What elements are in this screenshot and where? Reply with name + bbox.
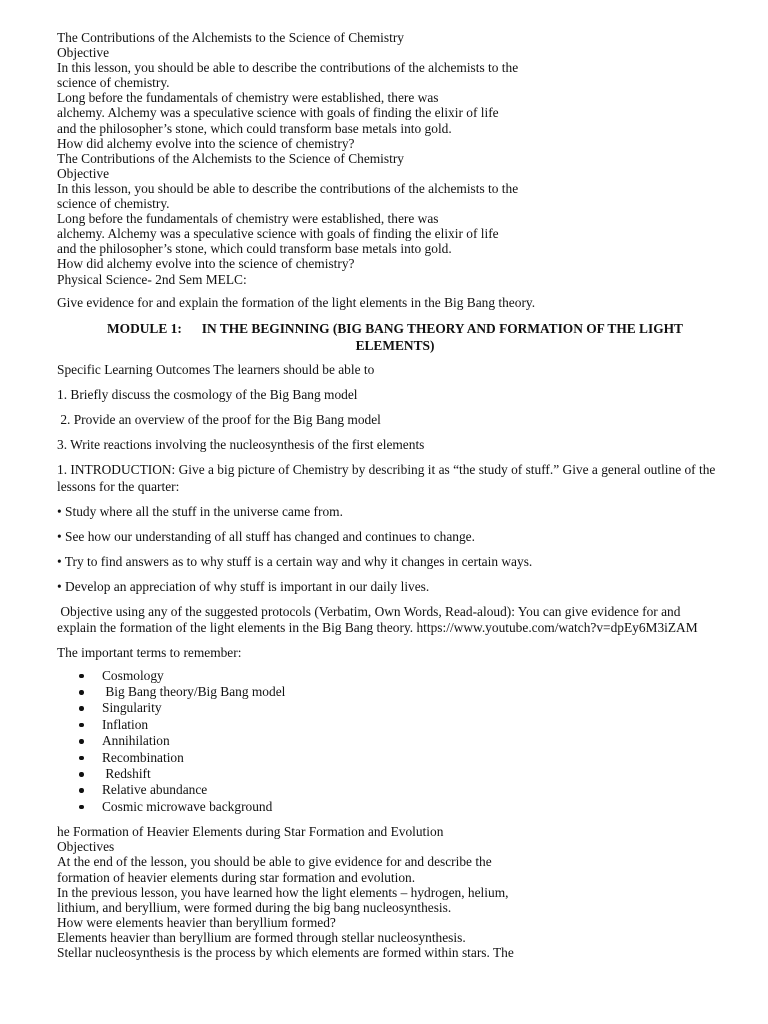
intro-bullet: • Try to find answers as to why stuff is a certain way and why it changes in certain ways.: [57, 553, 533, 569]
melc-text: Give evidence for and explain the formation of the light elements in the Big Bang theory.: [57, 295, 536, 311]
doc-line: Stellar nucleosynthesis is the process by which elements are formed within stars. The: [57, 945, 514, 960]
doc-line: In the previous lesson, you have learned how the light elements – hydrogen, helium,: [57, 884, 509, 900]
doc-line: How were elements heavier than beryllium formed?: [57, 914, 336, 930]
doc-line: science of chemistry.: [57, 196, 170, 212]
doc-line: alchemy. Alchemy was a speculative science with goals of finding the elixir of life: [57, 226, 499, 242]
terms-intro: The important terms to remember:: [57, 645, 242, 661]
doc-line: How did alchemy evolve into the science of chemistry?: [57, 135, 355, 151]
doc-line: and the philosopher’s stone, which could transform base metals into gold.: [57, 120, 452, 136]
doc-line: In this lesson, you should be able to describe the contributions of the alchemists to the: [57, 180, 519, 196]
doc-line: Elements heavier than beryllium are formed through stellar nucleosynthesis.: [57, 929, 466, 945]
doc-line: alchemy. Alchemy was a speculative science with goals of finding the elixir of life: [57, 105, 499, 121]
intro-bullet: • See how our understanding of all stuff has changed and continues to change.: [57, 528, 475, 544]
list-item: Annihilation: [57, 733, 719, 749]
list-item: Singularity: [57, 700, 719, 716]
list-item: Cosmic microwave background: [57, 799, 719, 815]
doc-line: lithium, and beryllium, were formed during the big bang nucleosynthesis.: [57, 899, 452, 915]
doc-line: Long before the fundamentals of chemistry were established, there was: [57, 90, 439, 106]
list-item: Recombination: [57, 750, 719, 766]
melc-label: Physical Science- 2nd Sem MELC:: [57, 271, 247, 287]
doc-line: The Contributions of the Alchemists to the Science of Chemistry: [57, 30, 404, 45]
doc-line: At the end of the lesson, you should be able to give evidence for and describe the: [57, 854, 492, 870]
doc-line: In this lesson, you should be able to describe the contributions of the alchemists to the: [57, 60, 519, 76]
introduction: 1. INTRODUCTION: Give a big picture of Chemistry by describing it as “the study of stuff.” Give a general outline of the lessons for the quarter:: [57, 462, 716, 494]
intro-bullet: • Study where all the stuff in the universe came from.: [57, 503, 343, 519]
list-item: Cosmology: [57, 668, 719, 684]
doc-line: Objectives: [57, 839, 115, 855]
outcome-item: 2. Provide an overview of the proof for the Big Bang model: [57, 412, 381, 428]
module-label: MODULE 1:: [107, 320, 182, 336]
doc-line: and the philosopher’s stone, which could transform base metals into gold.: [57, 241, 452, 257]
module-title: IN THE BEGINNING (BIG BANG THEORY AND FORMATION OF THE LIGHT ELEMENTS): [201, 320, 683, 353]
list-item: Big Bang theory/Big Bang model: [57, 684, 719, 700]
doc-line: science of chemistry.: [57, 75, 170, 91]
heavier-elements-section: [57, 824, 719, 960]
doc-line: How did alchemy evolve into the science of chemistry?: [57, 256, 355, 272]
doc-line: Objective: [57, 165, 110, 181]
alchemy-section: [57, 30, 719, 287]
list-item: Redshift: [57, 766, 719, 782]
doc-line: The Contributions of the Alchemists to the Science of Chemistry: [57, 150, 404, 166]
doc-line: formation of heavier elements during star formation and evolution.: [57, 869, 416, 885]
doc-line: Long before the fundamentals of chemistry were established, there was: [57, 211, 439, 227]
doc-line: he Formation of Heavier Elements during Star Formation and Evolution: [57, 824, 444, 840]
outcome-item: 3. Write reactions involving the nucleosynthesis of the first elements: [57, 437, 425, 453]
list-item: Relative abundance: [57, 782, 719, 798]
objective-protocols: Objective using any of the suggested protocols (Verbatim, Own Words, Read-aloud): You can give evidence for and explain the formation of the light elements in the Big Bang theory. https://www.youtube.com/watch?v=dpEy6M3iZAM: [57, 603, 698, 636]
list-item: Inflation: [57, 717, 719, 733]
terms-list: [57, 668, 719, 816]
outcome-item: 1. Briefly discuss the cosmology of the Big Bang model: [57, 387, 358, 403]
outcomes-intro: Specific Learning Outcomes The learners should be able to: [57, 362, 375, 378]
module-heading: [57, 320, 719, 354]
document-page: [57, 30, 719, 960]
doc-line: Objective: [57, 45, 110, 61]
intro-bullet: • Develop an appreciation of why stuff is important in our daily lives.: [57, 578, 430, 594]
